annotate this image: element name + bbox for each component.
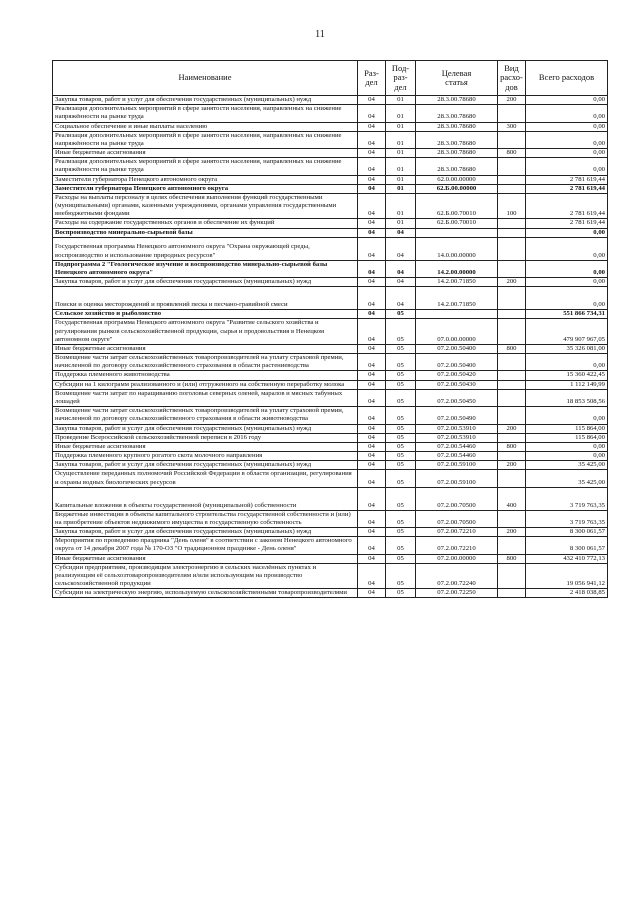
row-section: 04 <box>358 131 386 148</box>
row-expense-type <box>498 228 526 237</box>
table-header-row <box>53 61 608 96</box>
table-row <box>53 589 608 598</box>
budget-table <box>52 60 608 598</box>
row-section: 04 <box>358 149 386 158</box>
table-row <box>53 131 608 148</box>
row-amount: 18 853 508,56 <box>526 389 608 406</box>
table-row <box>53 452 608 461</box>
row-target: 07.2.00.53910 <box>416 424 498 433</box>
row-section: 04 <box>358 487 386 510</box>
row-section: 04 <box>358 278 386 287</box>
row-subsection: 05 <box>386 371 416 380</box>
row-amount: 0,00 <box>526 122 608 131</box>
table-row <box>53 310 608 319</box>
row-subsection: 05 <box>386 510 416 527</box>
row-target: 14.2.00.71850 <box>416 287 498 310</box>
row-name: Социальное обеспечение и иные выплаты населению <box>53 122 358 131</box>
table-row <box>53 371 608 380</box>
row-name: Бюджетные инвестиции в объекты капитального строительства государственной собственности и (или) на приобретение объектов недвижимого имущества в государственную собственность <box>53 510 358 527</box>
table-row <box>53 260 608 277</box>
row-amount: 0,00 <box>526 407 608 424</box>
row-amount: 2 781 619,44 <box>526 184 608 193</box>
row-expense-type <box>498 354 526 371</box>
table-row <box>53 278 608 287</box>
table-row <box>53 461 608 470</box>
row-amount: 2 781 619,44 <box>526 193 608 219</box>
row-subsection: 01 <box>386 158 416 175</box>
row-subsection: 05 <box>386 433 416 442</box>
row-name: Расходы на выплаты персоналу в целях обеспечения выполнения функций государственными (муниципальными) органами, казенными учреждениями, органами управления государственными внебюджетными фондами <box>53 193 358 219</box>
row-target: 07.2.00.50400 <box>416 354 498 371</box>
row-section: 04 <box>358 105 386 122</box>
row-section: 04 <box>358 287 386 310</box>
row-subsection: 05 <box>386 442 416 451</box>
row-expense-type <box>498 389 526 406</box>
row-section: 04 <box>358 260 386 277</box>
row-expense-type <box>498 319 526 345</box>
row-expense-type: 200 <box>498 96 526 105</box>
row-subsection: 05 <box>386 554 416 563</box>
row-subsection: 05 <box>386 563 416 589</box>
row-name: Иные бюджетные ассигнования <box>53 149 358 158</box>
row-section: 04 <box>358 537 386 554</box>
table-row <box>53 122 608 131</box>
row-expense-type: 800 <box>498 442 526 451</box>
table-row <box>53 175 608 184</box>
row-target: 07.2.00.53910 <box>416 433 498 442</box>
row-name: Поддержка племенного крупного рогатого скота молочного направления <box>53 452 358 461</box>
row-expense-type: 200 <box>498 278 526 287</box>
row-name: Закупка товаров, работ и услуг для обеспечения государственных (муниципальных) нужд <box>53 96 358 105</box>
row-subsection: 01 <box>386 184 416 193</box>
table-row <box>53 470 608 487</box>
row-subsection: 01 <box>386 175 416 184</box>
row-section: 04 <box>358 193 386 219</box>
row-amount: 0,00 <box>526 105 608 122</box>
row-target: 07.2.00.72210 <box>416 528 498 537</box>
row-name: Иные бюджетные ассигнования <box>53 344 358 353</box>
row-name: Воспроизводство минерально-сырьевой базы <box>53 228 358 237</box>
header-name: Наименование <box>53 61 358 96</box>
row-expense-type <box>498 510 526 527</box>
row-section: 04 <box>358 184 386 193</box>
row-subsection: 05 <box>386 487 416 510</box>
row-name: Реализация дополнительных мероприятий в сфере занятости населения, направленных на снижение напряжённости на рынке труда <box>53 131 358 148</box>
row-section: 04 <box>358 96 386 105</box>
row-expense-type <box>498 563 526 589</box>
row-section: 04 <box>358 158 386 175</box>
row-subsection: 05 <box>386 344 416 353</box>
row-expense-type <box>498 105 526 122</box>
row-amount: 0,00 <box>526 354 608 371</box>
table-row <box>53 442 608 451</box>
row-target: 28.3.00.78680 <box>416 131 498 148</box>
row-subsection: 01 <box>386 131 416 148</box>
row-amount: 115 864,00 <box>526 424 608 433</box>
row-amount: 0,00 <box>526 260 608 277</box>
row-expense-type: 300 <box>498 122 526 131</box>
table-row <box>53 510 608 527</box>
row-subsection: 05 <box>386 354 416 371</box>
row-section: 04 <box>358 563 386 589</box>
row-amount: 19 056 941,12 <box>526 563 608 589</box>
row-section: 04 <box>358 452 386 461</box>
row-target: 07.2.00.54460 <box>416 442 498 451</box>
table-row <box>53 554 608 563</box>
row-subsection: 01 <box>386 219 416 228</box>
row-section: 04 <box>358 442 386 451</box>
table-row <box>53 319 608 345</box>
row-expense-type <box>498 452 526 461</box>
row-amount: 0,00 <box>526 228 608 237</box>
row-expense-type <box>498 470 526 487</box>
row-expense-type <box>498 287 526 310</box>
row-expense-type: 200 <box>498 424 526 433</box>
row-name: Поддержка племенного животноводства <box>53 371 358 380</box>
row-name: Закупка товаров, работ и услуг для обеспечения государственных (муниципальных) нужд <box>53 278 358 287</box>
header-section: Раз- дел <box>358 61 386 96</box>
row-expense-type: 200 <box>498 528 526 537</box>
row-amount: 2 418 038,85 <box>526 589 608 598</box>
row-section: 04 <box>358 528 386 537</box>
row-target: 28.3.00.78680 <box>416 149 498 158</box>
row-target: 07.2.00.59100 <box>416 470 498 487</box>
table-row <box>53 487 608 510</box>
row-name: Иные бюджетные ассигнования <box>53 554 358 563</box>
row-expense-type: 400 <box>498 487 526 510</box>
row-name: Заместители губернатора Ненецкого автономного округа <box>53 175 358 184</box>
row-name: Возмещение части затрат по наращиванию поголовья северных оленей, маралов и мясных табунных лошадей <box>53 389 358 406</box>
row-expense-type: 800 <box>498 149 526 158</box>
row-target: 28.3.00.78680 <box>416 105 498 122</box>
table-row <box>53 237 608 260</box>
row-target: 07.2.00.50430 <box>416 380 498 389</box>
row-amount: 0,00 <box>526 442 608 451</box>
row-amount: 8 300 061,57 <box>526 537 608 554</box>
header-expense-type: Вид расхо- дов <box>498 61 526 96</box>
row-section: 04 <box>358 310 386 319</box>
row-name: Возмещение части затрат сельскохозяйственных товаропроизводителей на уплату страховой премии, начисленной по договору сельскохозяйственного страхования в области животноводства <box>53 407 358 424</box>
row-subsection: 05 <box>386 461 416 470</box>
row-section: 04 <box>358 319 386 345</box>
row-subsection: 05 <box>386 424 416 433</box>
row-amount: 0,00 <box>526 452 608 461</box>
row-expense-type <box>498 589 526 598</box>
row-section: 04 <box>358 407 386 424</box>
row-expense-type <box>498 175 526 184</box>
row-subsection: 04 <box>386 287 416 310</box>
row-name: Государственная программа Ненецкого автономного округа "Развитие сельского хозяйства и регулирования рынков сельскохозяйственной продукции, сырья и продовольствия в Ненецком автономном округе" <box>53 319 358 345</box>
row-target: 62.Б.00.00000 <box>416 184 498 193</box>
row-subsection: 04 <box>386 260 416 277</box>
row-target: 07.2.00.50490 <box>416 407 498 424</box>
row-name: Закупка товаров, работ и услуг для обеспечения государственных (муниципальных) нужд <box>53 424 358 433</box>
row-amount: 432 410 772,13 <box>526 554 608 563</box>
row-amount: 3 719 763,35 <box>526 487 608 510</box>
row-subsection: 05 <box>386 452 416 461</box>
row-section: 04 <box>358 510 386 527</box>
row-section: 04 <box>358 589 386 598</box>
row-subsection: 05 <box>386 470 416 487</box>
row-expense-type <box>498 433 526 442</box>
table-row <box>53 105 608 122</box>
row-amount: 115 864,00 <box>526 433 608 442</box>
row-section: 04 <box>358 175 386 184</box>
row-subsection: 01 <box>386 105 416 122</box>
row-expense-type <box>498 158 526 175</box>
row-name: Субсидии предприятиям, производящим электроэнергию в сельских населённых пунктах и реализующим её сельхозтоваропроизводителям и/или использующим на производство сельскохозяйственной продукции <box>53 563 358 589</box>
row-section: 04 <box>358 461 386 470</box>
table-row <box>53 344 608 353</box>
row-target: 07.2.00.72240 <box>416 563 498 589</box>
row-name: Подпрограмма 2 "Геологическое изучение и воспроизводство минерально-сырьевой базы Ненецкого автономного округа" <box>53 260 358 277</box>
table-row <box>53 96 608 105</box>
row-subsection: 01 <box>386 96 416 105</box>
row-amount: 15 360 422,45 <box>526 371 608 380</box>
row-target: 14.2.00.00000 <box>416 260 498 277</box>
row-expense-type <box>498 380 526 389</box>
table-row <box>53 193 608 219</box>
row-section: 04 <box>358 380 386 389</box>
row-subsection: 04 <box>386 228 416 237</box>
row-name: Заместители губернатора Ненецкого автономного округа <box>53 184 358 193</box>
row-subsection: 05 <box>386 389 416 406</box>
row-target: 62.Б.00.70010 <box>416 219 498 228</box>
row-expense-type <box>498 184 526 193</box>
row-name: Осуществление переданных полномочий Российской Федерации в области организации, регулирования и охраны водных биологических ресурсов <box>53 470 358 487</box>
row-section: 04 <box>358 354 386 371</box>
row-amount: 479 907 967,05 <box>526 319 608 345</box>
row-target: 14.0.00.00000 <box>416 237 498 260</box>
row-target: 07.2.00.70500 <box>416 510 498 527</box>
row-target: 07.2.00.70500 <box>416 487 498 510</box>
table-row <box>53 407 608 424</box>
row-target: 14.2.00.71850 <box>416 278 498 287</box>
row-name: Реализация дополнительных мероприятий в сфере занятости населения, направленных на снижение напряжённости на рынке труда <box>53 158 358 175</box>
header-subsection: Под- раз- дел <box>386 61 416 96</box>
row-subsection: 04 <box>386 278 416 287</box>
row-expense-type <box>498 371 526 380</box>
row-name: Расходы на содержание государственных органов и обеспечение их функций <box>53 219 358 228</box>
row-name: Поиски и оценка месторождений и проявлений песка и песчано-гравийной смеси <box>53 287 358 310</box>
row-name: Субсидии на 1 килограмм реализованного и (или) отгруженного на собственную переработку молока <box>53 380 358 389</box>
row-expense-type <box>498 131 526 148</box>
row-amount: 0,00 <box>526 287 608 310</box>
row-expense-type: 200 <box>498 461 526 470</box>
row-subsection: 05 <box>386 537 416 554</box>
row-subsection: 05 <box>386 589 416 598</box>
header-target: Целевая статья <box>416 61 498 96</box>
row-section: 04 <box>358 219 386 228</box>
row-name: Государственная программа Ненецкого автономного округа "Охрана окружающей среды, воспроизводство и использование природных ресурсов" <box>53 237 358 260</box>
row-target: 07.2.00.72250 <box>416 589 498 598</box>
table-row <box>53 537 608 554</box>
row-target: 07.2.00.50420 <box>416 371 498 380</box>
table-row <box>53 228 608 237</box>
row-name: Мероприятия по проведению праздника "День оленя" в соответствии с законом Ненецкого автономного округа от 14 декабря 2007 года № 170-ОЗ "О традиционном празднике - День оленя" <box>53 537 358 554</box>
table-row <box>53 149 608 158</box>
row-target <box>416 228 498 237</box>
table-row <box>53 158 608 175</box>
row-expense-type <box>498 237 526 260</box>
table-body <box>53 96 608 598</box>
row-name: Закупка товаров, работ и услуг для обеспечения государственных (муниципальных) нужд <box>53 528 358 537</box>
row-amount: 8 300 061,57 <box>526 528 608 537</box>
row-expense-type: 800 <box>498 554 526 563</box>
row-amount: 0,00 <box>526 158 608 175</box>
row-section: 04 <box>358 371 386 380</box>
row-target: 62.Б.00.70010 <box>416 193 498 219</box>
table-row <box>53 287 608 310</box>
row-target: 07.2.00.50400 <box>416 344 498 353</box>
row-amount: 0,00 <box>526 237 608 260</box>
table-row <box>53 184 608 193</box>
row-target: 62.0.00.00000 <box>416 175 498 184</box>
row-expense-type: 800 <box>498 344 526 353</box>
row-name: Реализация дополнительных мероприятий в сфере занятости населения, направленных на снижение напряжённости на рынке труда <box>53 105 358 122</box>
row-target: 28.3.00.78680 <box>416 158 498 175</box>
table-row <box>53 354 608 371</box>
row-amount: 0,00 <box>526 131 608 148</box>
page-number: 11 <box>315 29 325 40</box>
row-expense-type <box>498 407 526 424</box>
row-amount: 35 425,00 <box>526 461 608 470</box>
row-subsection: 05 <box>386 319 416 345</box>
row-amount: 1 112 149,99 <box>526 380 608 389</box>
row-subsection: 05 <box>386 310 416 319</box>
row-target: 07.2.00.00000 <box>416 554 498 563</box>
row-section: 04 <box>358 122 386 131</box>
row-section: 04 <box>358 389 386 406</box>
row-target <box>416 310 498 319</box>
row-expense-type: 100 <box>498 193 526 219</box>
row-expense-type <box>498 219 526 228</box>
header-total: Всего расходов <box>526 61 608 96</box>
row-amount: 551 866 734,31 <box>526 310 608 319</box>
row-amount: 35 425,00 <box>526 470 608 487</box>
row-amount: 2 781 619,44 <box>526 175 608 184</box>
row-target: 07.0.00.00000 <box>416 319 498 345</box>
row-target: 07.2.00.72210 <box>416 537 498 554</box>
table-row <box>53 528 608 537</box>
row-expense-type <box>498 260 526 277</box>
row-section: 04 <box>358 554 386 563</box>
table-row <box>53 219 608 228</box>
row-target: 07.2.00.50450 <box>416 389 498 406</box>
row-amount: 35 326 081,00 <box>526 344 608 353</box>
row-section: 04 <box>358 424 386 433</box>
row-amount: 3 719 763,35 <box>526 510 608 527</box>
table-row <box>53 563 608 589</box>
row-name: Возмещение части затрат сельскохозяйственных товаропроизводителей на уплату страховой премии, начисленной по договору сельскохозяйственного страхования в области растениеводства <box>53 354 358 371</box>
row-section: 04 <box>358 237 386 260</box>
row-target: 28.3.00.78680 <box>416 122 498 131</box>
row-expense-type <box>498 537 526 554</box>
row-subsection: 05 <box>386 380 416 389</box>
row-expense-type <box>498 310 526 319</box>
row-subsection: 05 <box>386 528 416 537</box>
row-target: 28.3.00.78680 <box>416 96 498 105</box>
row-amount: 2 781 619,44 <box>526 219 608 228</box>
row-name: Субсидии на электрическую энергию, используемую сельскохозяйственными товаропроизводителями <box>53 589 358 598</box>
row-amount: 0,00 <box>526 96 608 105</box>
row-name: Закупка товаров, работ и услуг для обеспечения государственных (муниципальных) нужд <box>53 461 358 470</box>
row-subsection: 01 <box>386 149 416 158</box>
row-name: Сельское хозяйство и рыболовство <box>53 310 358 319</box>
row-section: 04 <box>358 470 386 487</box>
row-target: 07.2.00.54460 <box>416 452 498 461</box>
row-subsection: 01 <box>386 193 416 219</box>
table-row <box>53 389 608 406</box>
row-target: 07.2.00.59100 <box>416 461 498 470</box>
row-name: Иные бюджетные ассигнования <box>53 442 358 451</box>
row-name: Проведение Всероссийской сельскохозяйственной переписи в 2016 году <box>53 433 358 442</box>
row-section: 04 <box>358 344 386 353</box>
row-section: 04 <box>358 433 386 442</box>
table-row <box>53 380 608 389</box>
row-amount: 0,00 <box>526 149 608 158</box>
row-subsection: 04 <box>386 237 416 260</box>
row-subsection: 01 <box>386 122 416 131</box>
row-section: 04 <box>358 228 386 237</box>
table-row <box>53 433 608 442</box>
row-subsection: 05 <box>386 407 416 424</box>
table-row <box>53 424 608 433</box>
row-name: Капитальные вложения в объекты государственной (муниципальной) собственности <box>53 487 358 510</box>
row-amount: 0,00 <box>526 278 608 287</box>
